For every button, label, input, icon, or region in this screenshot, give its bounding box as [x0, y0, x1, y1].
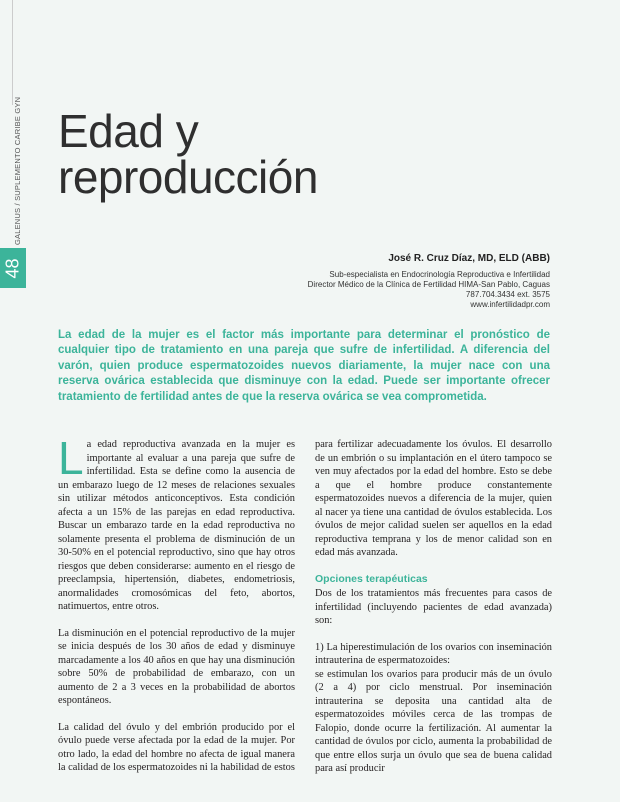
article-lead: La edad de la mujer es el factor más importante para determinar el pronóstico de cualquier tipo de tratamiento en una pareja que sufre de infertilidad. A diferencia del varón, quien produce espermatozoides nuevos diariamente, la mujer nace con una reserva ovárica establecida que disminuye con la edad. Puede ser importante ofrecer tratamiento de fertilidad antes de que la reserva ovárica se vea comprometida.: [58, 329, 550, 403]
article-title: [58, 105, 458, 203]
body-paragraph-6-heading: 1) La hiperestimulación de los ovarios con inseminación intrauterina de espermatozoides:: [315, 641, 552, 666]
body-paragraph-4: para fertilizar adecuadamente los óvulos. El desarrollo de un embrión o su implantación en el útero tampoco se ven muy afectados por la edad del hombre. Esto se debe a que el hombre produce constantemente espermatozoides nuevos a diferencia de la mujer, quien al nacer ya tiene una cantidad de óvulos establecida. Los óvulos de mejor calidad suelen ser aquellos en la edad reproductiva temprana y los de menor calidad son en edad más avanzada.: [315, 439, 552, 558]
author-title: Sub-especialista en Endocrinología Reproductiva e Infertilidad: [329, 270, 550, 279]
body-paragraph-3: La calidad del óvulo y del embrión producido por el óvulo puede verse afectada por la edad de la mujer. Por otro lado, la edad del hombre no afecta de igual manera la calidad de los espermatozoides ni la habilidad de estos: [58, 721, 295, 773]
body-paragraph-5: Dos de los tratamientos más frecuentes para casos de infertilidad (incluyendo pacientes de edad avanzada) son:: [315, 588, 552, 626]
title-line-2: reproducción: [58, 151, 318, 203]
side-running-head: [6, 96, 22, 245]
title-line-1: Edad y: [58, 105, 199, 157]
body-paragraph-2: La disminución en el potencial reproductivo de la mujer se inicia después de los 30 años de edad y disminuye marcadamente a los 40 años en que hay una disminución sobre 50% de probabilidad de embarazo, con un aumento de 2 a 3 veces en la probabilidad de abortos espontáneos.: [58, 627, 295, 706]
page-number: 48: [2, 257, 23, 279]
drop-cap: L: [58, 432, 84, 484]
body-column-right: [315, 438, 552, 789]
author-name: José R. Cruz Díaz, MD, ELD (ABB): [388, 253, 550, 264]
running-head-separator: /: [13, 200, 22, 208]
author-block: [308, 253, 550, 310]
body-column-left: [58, 432, 295, 788]
supplement-name: SUPLEMENTO CARIBE GYN: [13, 96, 22, 201]
section-heading: Opciones terapéuticas: [315, 572, 428, 585]
body-paragraph-6: se estimulan los ovarios para producir más de un óvulo (2 a 4) por ciclo menstrual. Por inseminación intrauterina se deposita una cantidad alta de espermatozoides móviles cerca de las trompas de Falopio, donde ocurre la fertilización. Al aumentar la cantidad de óvulos por ciclo, aumenta la probabilidad de que entre ellos surja un óvulo que sea de buena calidad para así producir: [315, 668, 552, 774]
author-phone: 787.704.3434 ext. 3575: [465, 290, 550, 299]
side-rule: [12, 0, 13, 105]
author-website: www.infertilidadpr.com: [470, 300, 550, 309]
publication-name: GALENUS: [13, 207, 22, 245]
author-position: Director Médico de la Clínica de Fertilidad HIMA-San Pablo, Caguas: [307, 280, 550, 289]
body-paragraph-1: La edad reproductiva avanzada en la mujer es importante al evaluar a una pareja que sufre de infertilidad. Esta se define como la ausencia de un embarazo luego de 12 meses de relaciones sexuales sin utilizar métodos anticonceptivos. Esta condición afecta a un 15% de las parejas en edad reproductiva. Buscar un embarazo tarde en la edad reproductiva no solamente presenta el problema de disminución de un 30-50% en el potencial reproductivo, sino que hay otros riesgos que deben considerarse: aumento en el riesgo de preeclampsia, hipertensión, diabetes, endometriosis, anormalidades cromosómicas del feto, abortos, natimuertos, entre otros.: [58, 432, 295, 612]
